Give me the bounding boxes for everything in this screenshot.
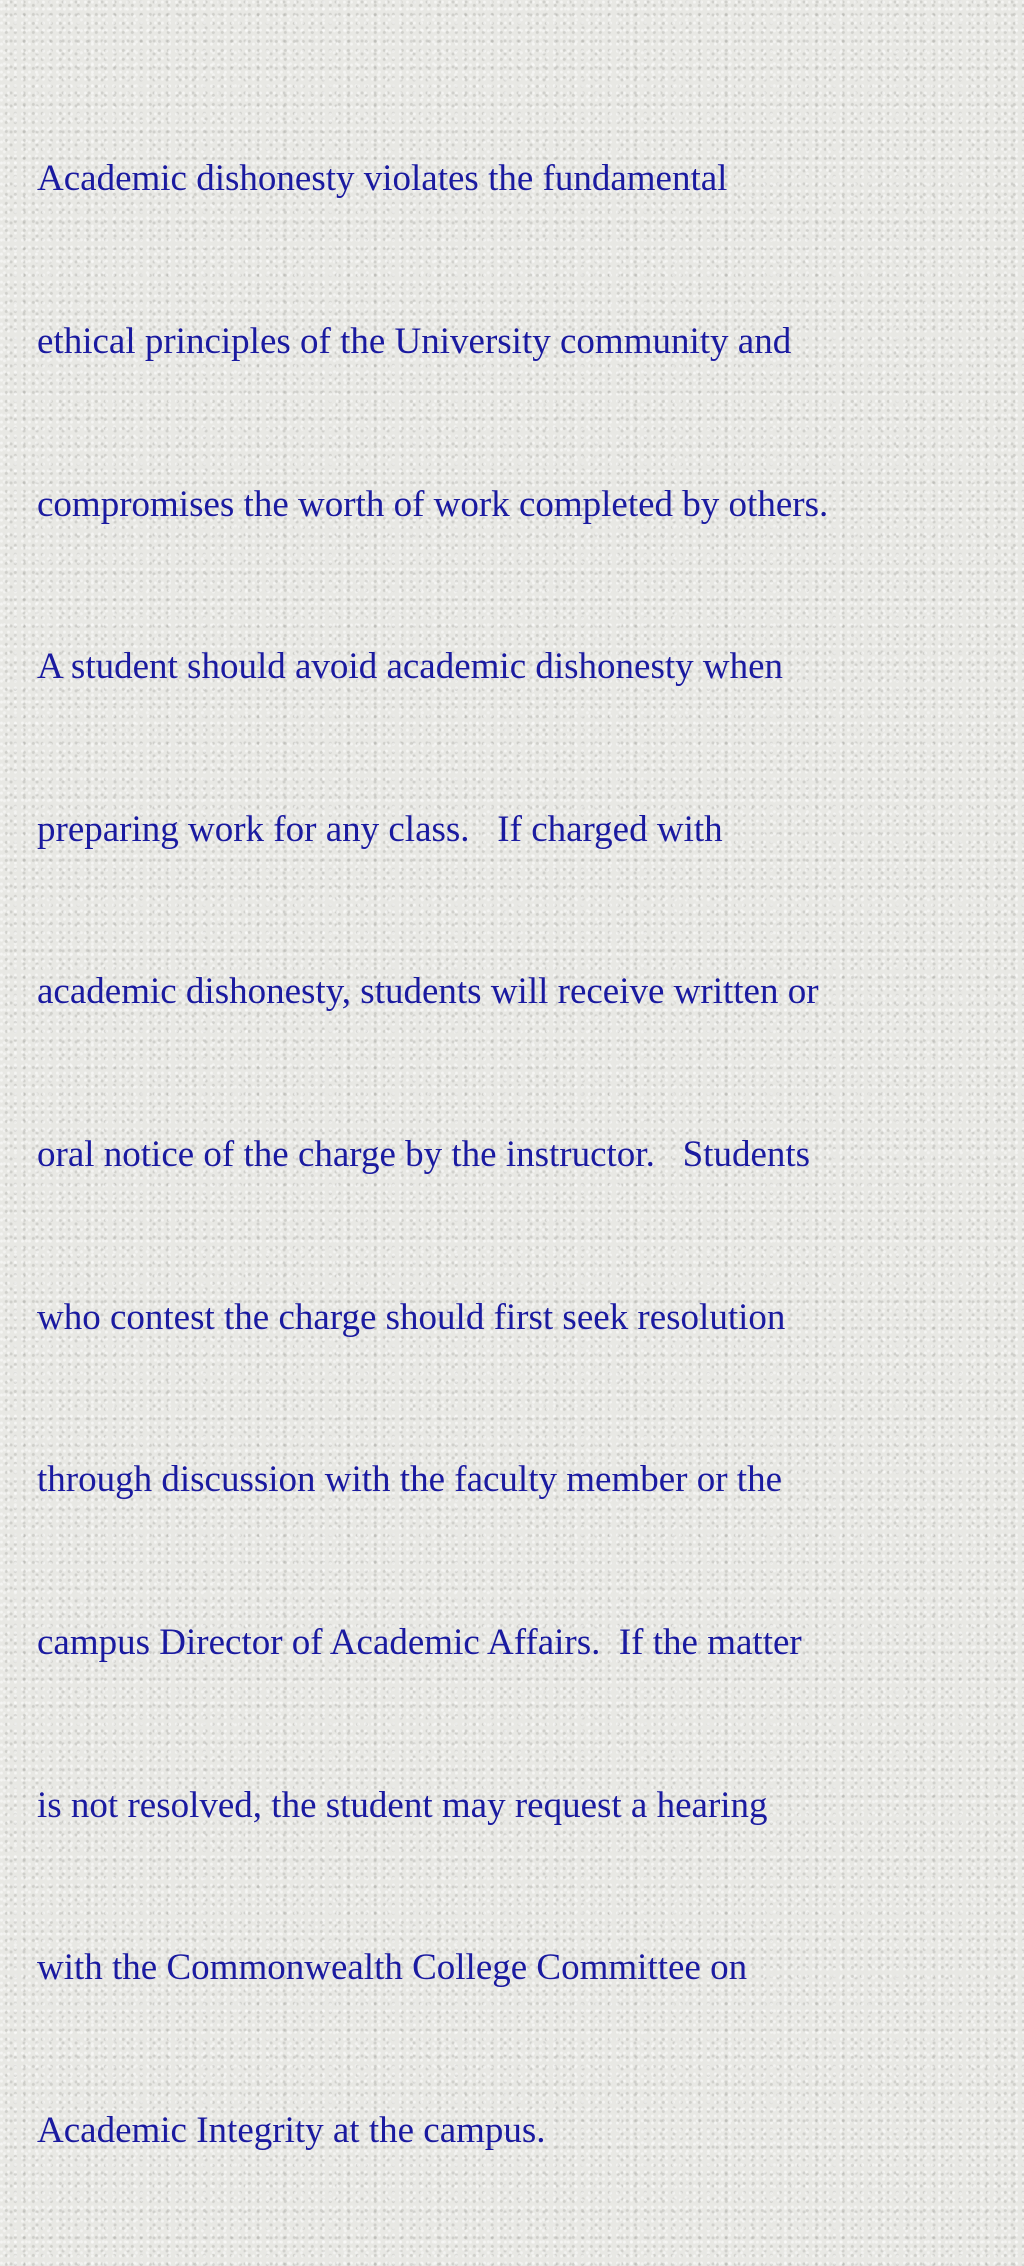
- paragraph-line: Academic dishonesty violates the fundamental: [37, 158, 728, 200]
- paragraph-line: preparing work for any class. If charged with: [37, 808, 723, 850]
- paragraph-line: compromises the worth of work completed by others.: [37, 483, 829, 525]
- paragraph-line: academic dishonesty, students will receive written or: [37, 971, 819, 1013]
- policy-paragraph: [37, 44, 1022, 2266]
- paragraph-line: ethical principles of the University community and: [37, 321, 792, 363]
- paragraph-line: is not resolved, the student may request a hearing: [37, 1784, 768, 1826]
- paragraph-line: A student should avoid academic dishonesty when: [37, 646, 784, 688]
- paragraph-line: through discussion with the faculty member or the: [37, 1459, 782, 1501]
- paragraph-line: campus Director of Academic Affairs. If the matter: [37, 1621, 802, 1663]
- paragraph-line: with the Commonwealth College Committee on: [37, 1947, 748, 1989]
- paragraph-line: who contest the charge should first seek resolution: [37, 1296, 786, 1338]
- paragraph-line: oral notice of the charge by the instructor. Students: [37, 1134, 811, 1176]
- paragraph-line: Academic Integrity at the campus.: [37, 2109, 546, 2151]
